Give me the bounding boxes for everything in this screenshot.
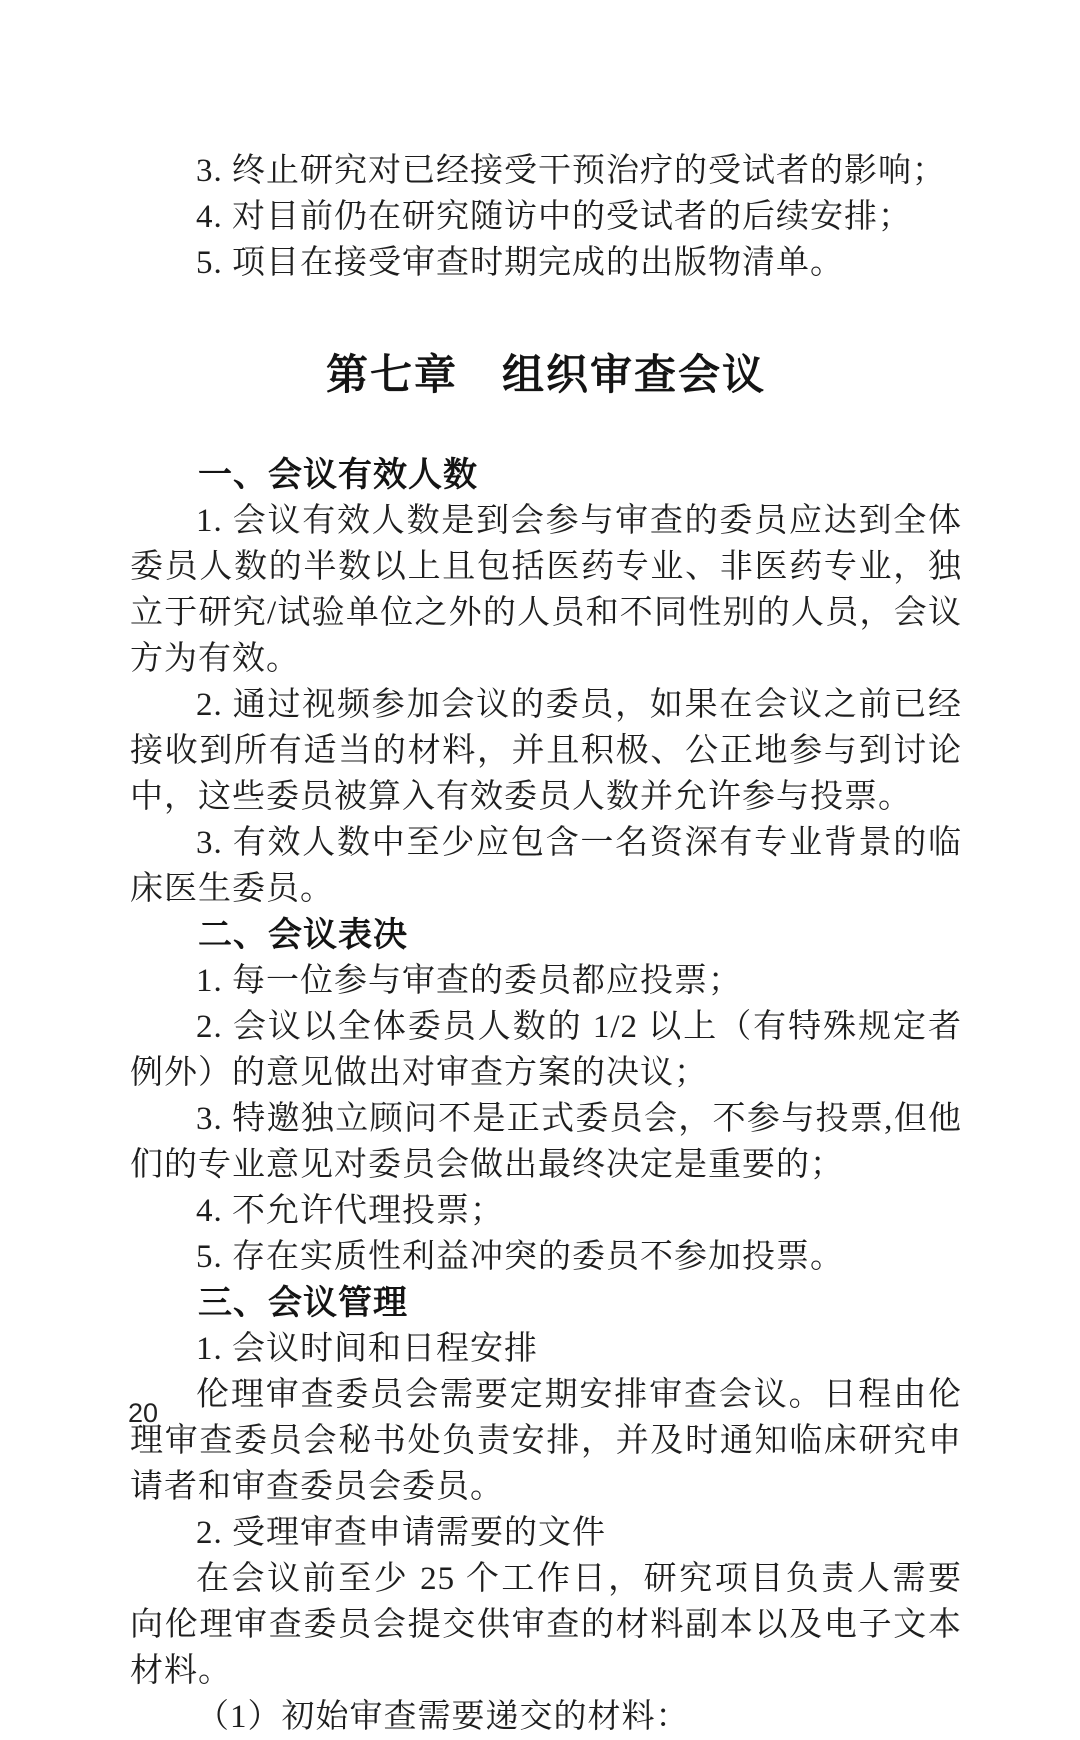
- paragraph: 5. 存在实质性利益冲突的委员不参加投票。: [196, 1239, 844, 1275]
- paragraph: 在会议前至少 25 个工作日，研究项目负责人需要向伦理审查委员会提交供审查的材料副本以及电子文本材料。: [130, 1561, 962, 1689]
- page-number: 20: [128, 1398, 159, 1428]
- section-heading-meeting-management: 三、会议管理: [198, 1284, 408, 1322]
- paragraph: 2. 受理审查申请需要的文件: [196, 1515, 606, 1551]
- paragraph: 3. 有效人数中至少应包含一名资深有专业背景的临床医生委员。: [130, 825, 962, 907]
- list-item: 5. 项目在接受审查时期完成的出版物清单。: [196, 245, 844, 281]
- paragraph: 1. 会议有效人数是到会参与审查的委员应达到全体委员人数的半数以上且包括医药专业、非医药专业，独立于研究/试验单位之外的人员和不同性别的人员，会议方为有效。: [130, 503, 962, 677]
- section-heading-valid-attendance: 一、会议有效人数: [198, 456, 478, 494]
- paragraph: 2. 通过视频参加会议的委员，如果在会议之前已经接收到所有适当的材料，并且积极、公正地参与到讨论中，这些委员被算入有效委员人数并允许参与投票。: [130, 687, 962, 815]
- list-item: 3. 终止研究对已经接受干预治疗的受试者的影响；: [196, 153, 946, 189]
- paragraph: （1）初始审查需要递交的材料：: [196, 1699, 690, 1735]
- paragraph: 1. 会议时间和日程安排: [196, 1331, 538, 1367]
- paragraph: 1. 每一位参与审查的委员都应投票；: [196, 963, 742, 999]
- chapter-heading: 第七章 组织审查会议: [325, 351, 766, 398]
- list-item: 4. 对目前仍在研究随访中的受试者的后续安排；: [196, 199, 912, 235]
- paragraph: 2. 会议以全体委员人数的 1/2 以上（有特殊规定者例外）的意见做出对审查方案的决议；: [130, 1009, 962, 1091]
- section-heading-meeting-voting: 二、会议表决: [198, 916, 408, 954]
- paragraph: 3. 特邀独立顾问不是正式委员会，不参与投票,但他们的专业意见对委员会做出最终决定是重要的；: [130, 1101, 962, 1183]
- paragraph: 伦理审查委员会需要定期安排审查会议。日程由伦理审查委员会秘书处负责安排，并及时通知临床研究申请者和审查委员会委员。: [130, 1377, 962, 1505]
- page-content: [130, 148, 962, 1740]
- paragraph: 4. 不允许代理投票；: [196, 1193, 504, 1229]
